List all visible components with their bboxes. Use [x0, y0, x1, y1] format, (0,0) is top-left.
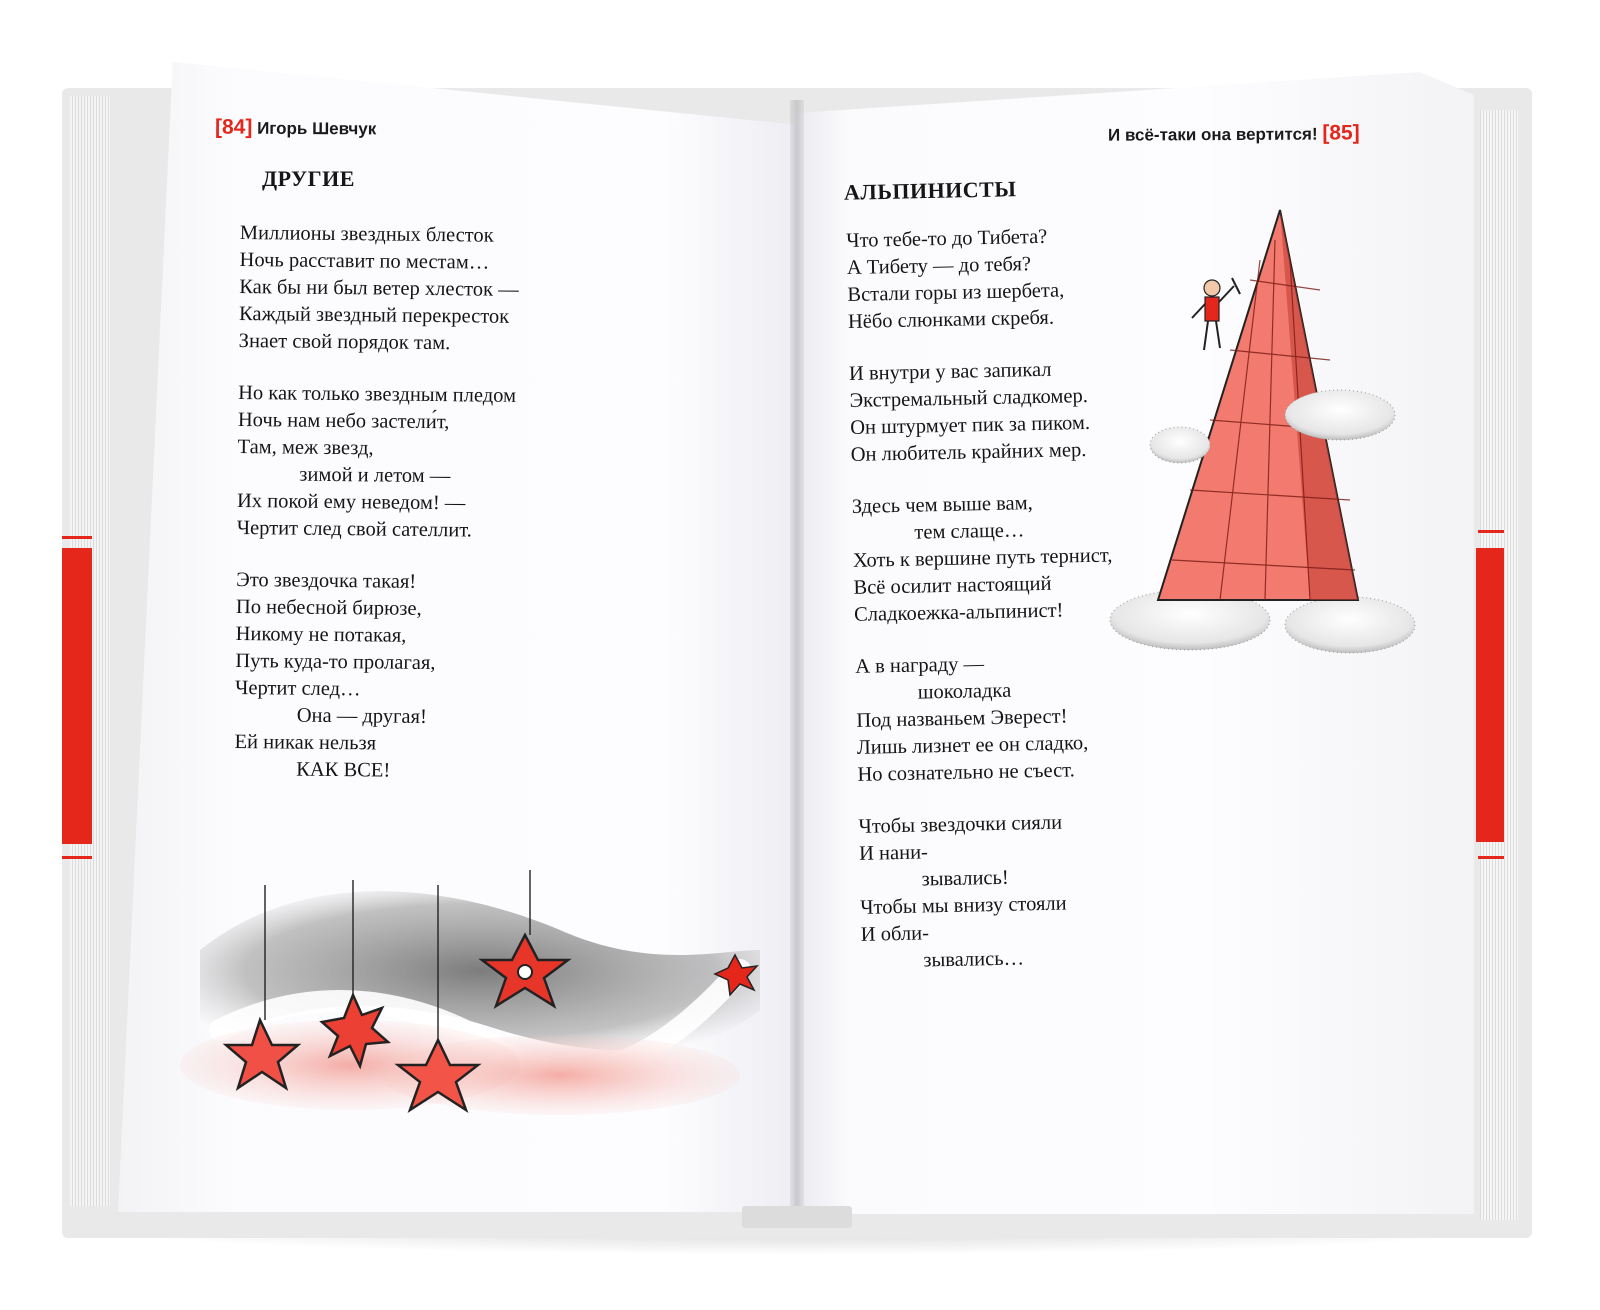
poem-line: Он штурмует пик за пиком.	[849, 411, 1091, 439]
poem-line: Путь куда-то пролагая,	[235, 649, 436, 675]
spine-bottom	[742, 1206, 852, 1228]
poem-line: Всё осилит настоящий	[853, 572, 1052, 599]
poem-line: Сладкоежка-альпинист!	[853, 599, 1064, 626]
poem-line: шоколадка	[917, 679, 1012, 704]
right-poem	[846, 223, 1121, 976]
poem-line: Ей никак нельзя	[234, 730, 377, 755]
poem-line: Нёбо слюнками скребя.	[847, 306, 1055, 333]
left-poem-title: ДРУГИЕ	[262, 166, 355, 191]
hanging-stars-illustration	[180, 860, 780, 1120]
poem-line: Лишь лизнет ее он сладко,	[856, 732, 1089, 759]
poem-line: КАК ВСЕ!	[296, 758, 391, 782]
poem-line: Экстремальный сладкомер.	[849, 384, 1089, 412]
poem-line: Чтобы мы внизу стояли	[860, 892, 1067, 919]
poem-line: Миллионы звездных блесток	[239, 221, 494, 247]
cover-red-band-right-line	[1478, 530, 1504, 533]
poem-line: Это звездочка такая!	[236, 568, 417, 593]
poem-line: Она — другая!	[296, 704, 427, 728]
right-page-number: [85]	[1322, 121, 1360, 145]
poem-line: Встали горы из шербета,	[847, 279, 1065, 306]
book-gutter	[790, 100, 804, 1210]
stanza-gap	[236, 542, 516, 570]
poem-line: Чтобы звездочки сияли	[858, 811, 1063, 838]
left-running-head	[215, 116, 376, 141]
cover-red-band-right-line-bottom	[1478, 856, 1504, 859]
poem-line: Их покой ему неведом! —	[236, 489, 466, 515]
right-running-head	[1108, 121, 1360, 146]
poem-line: Ночь расставит по местам…	[239, 248, 490, 274]
cover-red-band-left-line-bottom	[62, 856, 92, 859]
poem-line: Там, меж звезд,	[237, 435, 374, 460]
poem-line: Никому не потакая,	[235, 622, 407, 647]
poem-line: И внутри у вас запикал	[848, 358, 1052, 385]
mountain-climber-illustration	[1100, 200, 1420, 660]
poem-line: И обли-	[860, 922, 930, 946]
poem-line: Под названьем Эверест!	[856, 705, 1068, 732]
cover-red-band-right	[1476, 548, 1504, 842]
poem-line: Что тебе-то до Тибета?	[846, 225, 1048, 252]
poem-line: Чертит след…	[234, 676, 361, 701]
poem-line: зывались!	[921, 866, 1009, 891]
poem-line: Ночь нам небо застели́т,	[237, 408, 450, 434]
cover-red-band-left	[62, 548, 92, 844]
poem-line: Чертит след свой сателлит.	[236, 516, 472, 542]
poem-line: А Тибету — до тебя?	[846, 253, 1032, 279]
poem-line: Как бы ни был ветер хлесток —	[239, 275, 519, 301]
right-poem-title: АЛЬПИНИСТЫ	[843, 176, 1017, 205]
poem-line: И нани-	[858, 841, 929, 865]
poem-line: зимой и летом —	[299, 463, 451, 488]
poem-line: А в награду —	[854, 653, 985, 678]
stanza-gap	[238, 355, 518, 383]
poem-line: Но сознательно не съест.	[857, 759, 1075, 786]
poem-line: Каждый звездный перекресток	[238, 302, 510, 328]
left-page-number: [84]	[214, 115, 253, 139]
poem-line: Он любитель крайних мер.	[850, 439, 1087, 466]
poem-line: Здесь чем выше вам,	[851, 492, 1033, 518]
poem-line: Но как только звездным пледом	[238, 381, 517, 407]
poem-line: тем слаще…	[914, 519, 1025, 544]
left-running-head-text: Игорь Шевчук	[257, 118, 377, 139]
right-running-head-text: И всё-таки она вертится!	[1107, 124, 1318, 145]
poem-line: Знает свой порядок там.	[238, 329, 451, 355]
poem-line: По небесной бирюзе,	[235, 595, 422, 620]
left-poem	[234, 220, 519, 786]
poem-line: зывались…	[923, 947, 1025, 972]
cover-red-band-left-line	[62, 536, 92, 539]
poem-line: Хоть к вершине путь тернист,	[852, 544, 1113, 572]
